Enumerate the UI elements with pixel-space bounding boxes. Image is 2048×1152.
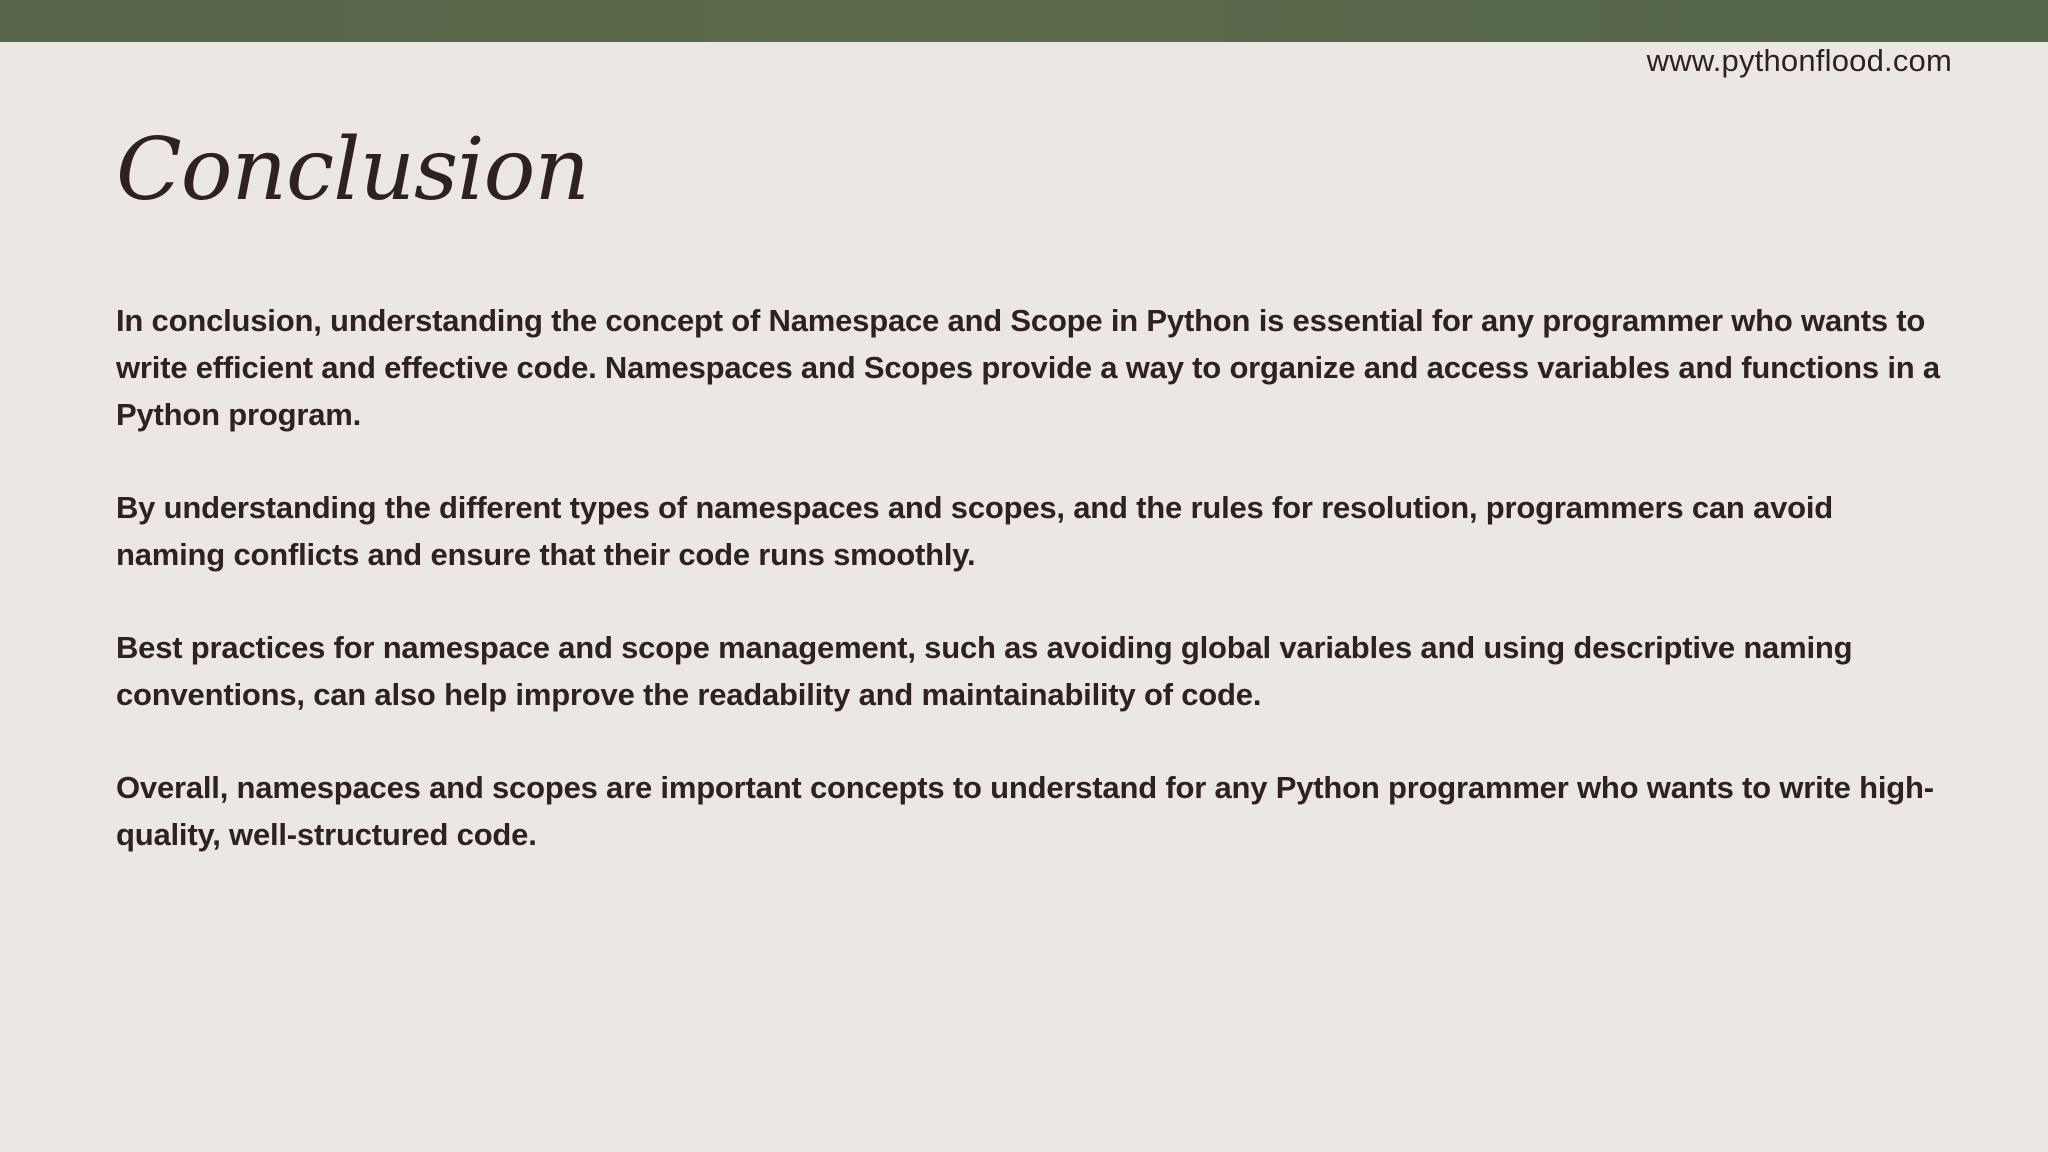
page-title: Conclusion xyxy=(116,120,589,220)
slide-body xyxy=(116,297,1946,904)
paragraph-intro: In conclusion, understanding the concept of Namespace and Scope in Python is essential for any programmer who wants to write efficient and effective code. Namespaces and Scopes provide a way to organize and access variables and functions in a Python program. xyxy=(116,303,1940,432)
top-accent-bar xyxy=(0,0,2048,42)
paragraph-best-practices: Best practices for namespace and scope management, such as avoiding global variables and using descriptive naming conventions, can also help improve the readability and maintainability of code. xyxy=(116,630,1853,712)
site-url: www.pythonflood.com xyxy=(1646,43,1952,78)
paragraph-resolution: By understanding the different types of namespaces and scopes, and the rules for resolution, programmers can avoid naming conflicts and ensure that their code runs smoothly. xyxy=(116,490,1834,572)
paragraph-overall: Overall, namespaces and scopes are important concepts to understand for any Python programmer who wants to write high-quality, well-structured code. xyxy=(116,770,1934,852)
